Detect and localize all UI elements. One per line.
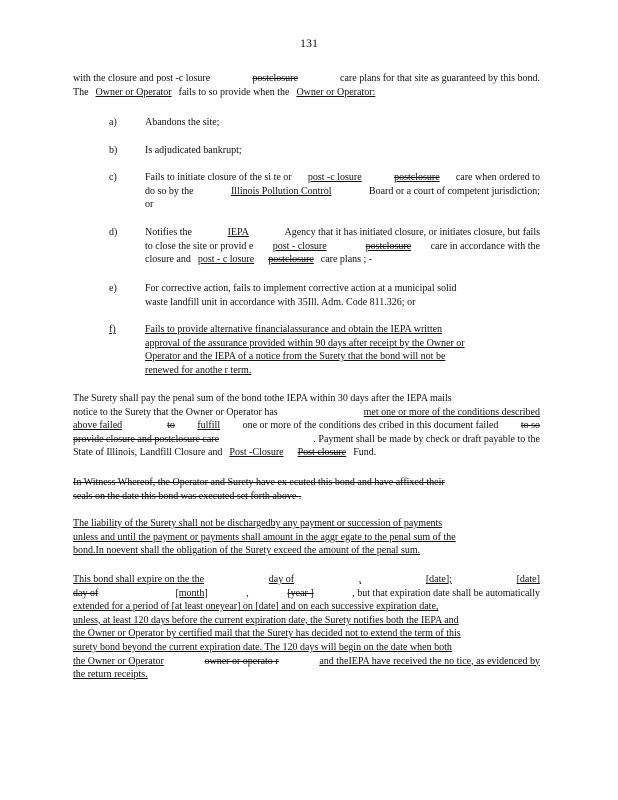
text-run: with the closure and post -c losure bbox=[73, 73, 211, 84]
text-line bbox=[145, 226, 540, 240]
text-run: fails to so provide when the bbox=[178, 86, 290, 98]
inserted-text: unless and until the payment or payments shall amount in the aggr egate to the penal sum of the bbox=[73, 531, 456, 543]
inserted-text: renewed for anothe r term. bbox=[145, 364, 252, 376]
text-run: For corrective action, fails to implement corrective action at a municipal solid bbox=[145, 283, 457, 294]
deleted-text: postclosure bbox=[365, 240, 412, 252]
deleted-text: day of bbox=[73, 587, 99, 599]
text-run: Is adjudicated bankrupt; bbox=[145, 145, 242, 156]
text-run: Agency that it has initiated closure, or initiates closure, but fails bbox=[284, 227, 540, 238]
surety-payment-paragraph bbox=[73, 392, 540, 460]
text-line bbox=[145, 323, 540, 337]
text-run: . Payment shall be made by check or draft payable to the bbox=[313, 433, 540, 445]
deleted-text: owner or operato r bbox=[204, 655, 279, 667]
text-line bbox=[145, 198, 540, 212]
inserted-text: , bbox=[358, 574, 362, 585]
deleted-text: to so bbox=[520, 420, 540, 432]
text-line bbox=[145, 116, 540, 130]
inserted-text: the Owner or Operator by certified mail that the Surety has decided not to extend the term of this bbox=[73, 628, 461, 640]
deleted-text: provide closure and postclosure care bbox=[73, 433, 220, 445]
deleted-text: In Witness Whereof, the Operator and Surety have ex ecuted this bond and have affixed their bbox=[73, 477, 445, 488]
list-label: d) bbox=[109, 227, 118, 238]
inserted-text: surety bond beyond the current expiration date. The 120 days will begin on the date when both bbox=[73, 641, 452, 653]
inserted-text: [date] bbox=[516, 574, 540, 585]
text-line bbox=[145, 296, 540, 310]
text-run: care when ordered to bbox=[455, 172, 540, 183]
inserted-text: post - closure bbox=[272, 240, 327, 252]
text-run: Fund. bbox=[353, 447, 377, 459]
inserted-text: unless, at least 120 days before the current expiration date, the Surety notifies both the IEPA and bbox=[73, 614, 459, 626]
text-line bbox=[145, 171, 540, 185]
inserted-text: Post -Closure bbox=[229, 447, 284, 459]
expiration-paragraph bbox=[73, 573, 540, 682]
inserted-text: Operator and the IEPA of a notice from the Surety that the bond will not be bbox=[145, 351, 446, 363]
text-run: State of Illinois, Landfill Closure and bbox=[73, 447, 223, 459]
inserted-text: Fails to provide alternative financialassurance and obtain the IEPA written bbox=[145, 324, 443, 335]
text-run: Abandons the site; bbox=[145, 117, 220, 128]
deleted-text: postclosure bbox=[394, 172, 440, 183]
text-run: Board or a court of competent jurisdiction; bbox=[368, 185, 540, 197]
list-item-text bbox=[145, 226, 540, 267]
text-line bbox=[73, 573, 540, 587]
list-label: b) bbox=[109, 145, 118, 156]
text-line bbox=[73, 433, 540, 447]
list-item-text bbox=[145, 116, 540, 130]
text-line bbox=[73, 72, 540, 86]
inserted-text: bond.In noevent shall the obligation of the Surety exceed the amount of the penal sum. bbox=[73, 545, 421, 557]
inserted-text: post - c losure bbox=[197, 254, 255, 266]
text-line bbox=[73, 517, 540, 531]
list-label: e) bbox=[109, 283, 117, 294]
text-line bbox=[145, 144, 540, 158]
text-line bbox=[73, 655, 540, 669]
text-line bbox=[73, 641, 540, 655]
text-run: notice to the Surety that the Owner or Operator has bbox=[73, 406, 278, 418]
inserted-text: met one or more of the conditions described bbox=[363, 406, 540, 418]
inserted-text: Owner or Operator bbox=[95, 86, 172, 98]
text-line bbox=[73, 392, 540, 406]
text-line bbox=[73, 587, 540, 601]
text-run: The bbox=[73, 86, 89, 98]
intro-paragraph bbox=[73, 72, 540, 99]
deleted-text: postclosure bbox=[268, 254, 314, 266]
list-label: a) bbox=[109, 117, 117, 128]
inserted-text: fulfill bbox=[197, 420, 221, 432]
text-line bbox=[73, 600, 540, 614]
deleted-text: Post closure bbox=[297, 447, 347, 459]
text-line bbox=[73, 490, 540, 504]
text-line bbox=[145, 350, 540, 364]
text-run: , but that expiration date shall be automatically bbox=[352, 587, 540, 599]
text-line bbox=[73, 476, 540, 490]
text-run: Notifies the bbox=[145, 227, 192, 238]
liability-paragraph bbox=[73, 517, 540, 558]
inserted-text: approval of the assurance provided within 90 days after receipt by the Owner or bbox=[145, 337, 465, 349]
deleted-text: [year ] bbox=[287, 587, 314, 599]
text-line bbox=[73, 406, 540, 420]
text-line bbox=[73, 446, 540, 460]
text-line bbox=[73, 544, 540, 558]
text-line bbox=[73, 419, 540, 433]
text-run: care plans for that site as guaranteed by this bond. bbox=[340, 73, 540, 84]
text-run: closure and bbox=[145, 254, 191, 266]
inserted-text: day of bbox=[268, 574, 295, 585]
text-line bbox=[73, 668, 540, 682]
inserted-text: the return receipts. bbox=[73, 669, 148, 681]
text-run: waste landfill unit in accordance with 35Ill. Adm. Code 811.326; or bbox=[145, 296, 416, 308]
inserted-text: post -c losure bbox=[307, 172, 362, 183]
text-line bbox=[73, 614, 540, 628]
text-run: to close the site or provid e bbox=[145, 240, 254, 252]
text-line bbox=[73, 531, 540, 545]
list-item-text bbox=[145, 323, 540, 377]
text-line bbox=[145, 337, 540, 351]
inserted-text: Illinois Pollution Control bbox=[230, 185, 332, 197]
text-run: , bbox=[246, 587, 249, 599]
witness-paragraph bbox=[73, 476, 540, 503]
list-item-text bbox=[145, 144, 540, 158]
inserted-text: [date]; bbox=[425, 574, 452, 585]
text-line bbox=[145, 240, 540, 254]
text-line bbox=[145, 282, 540, 296]
page-number: 131 bbox=[300, 36, 318, 50]
inserted-text: extended for a period of [at least oneyear] on [date] and on each successive expiration date, bbox=[73, 601, 439, 613]
text-line bbox=[145, 253, 540, 267]
inserted-text: The liability of the Surety shall not be dischargedby any payment or succession of payments bbox=[73, 518, 443, 529]
list-item-text bbox=[145, 282, 540, 309]
text-line bbox=[145, 185, 540, 199]
text-run: do so by the bbox=[145, 185, 194, 197]
list-item-text bbox=[145, 171, 540, 212]
text-run: or bbox=[145, 199, 154, 211]
text-run: care in accordance with the bbox=[430, 240, 540, 252]
inserted-text: Owner or Operator: bbox=[296, 86, 376, 98]
text-run: Fails to initiate closure of the si te or bbox=[145, 172, 292, 183]
inserted-text: above failed bbox=[73, 420, 123, 432]
inserted-text: [month] bbox=[175, 587, 208, 599]
inserted-text: and theIEPA have received the no tice, as evidenced by bbox=[319, 655, 540, 667]
deleted-text: seals on the date this bond was executed set forth above . bbox=[73, 490, 302, 502]
text-run: one or more of the conditions des cribed in this document failed bbox=[242, 420, 499, 432]
list-label: c) bbox=[109, 172, 117, 183]
inserted-text: This bond shall expire on the the bbox=[73, 574, 205, 585]
text-run: The Surety shall pay the penal sum of the bond tothe IEPA within 30 days after the IEPA mails bbox=[73, 393, 452, 404]
list-label: f) bbox=[109, 324, 116, 335]
deleted-text: postclosure bbox=[252, 73, 298, 84]
text-run: care plans ; - bbox=[320, 254, 373, 266]
text-line bbox=[73, 627, 540, 641]
inserted-text: IEPA bbox=[227, 227, 249, 238]
text-line bbox=[145, 364, 540, 378]
text-line bbox=[73, 86, 540, 100]
inserted-text: the Owner or Operator bbox=[73, 655, 164, 667]
deleted-text: to bbox=[167, 420, 175, 432]
